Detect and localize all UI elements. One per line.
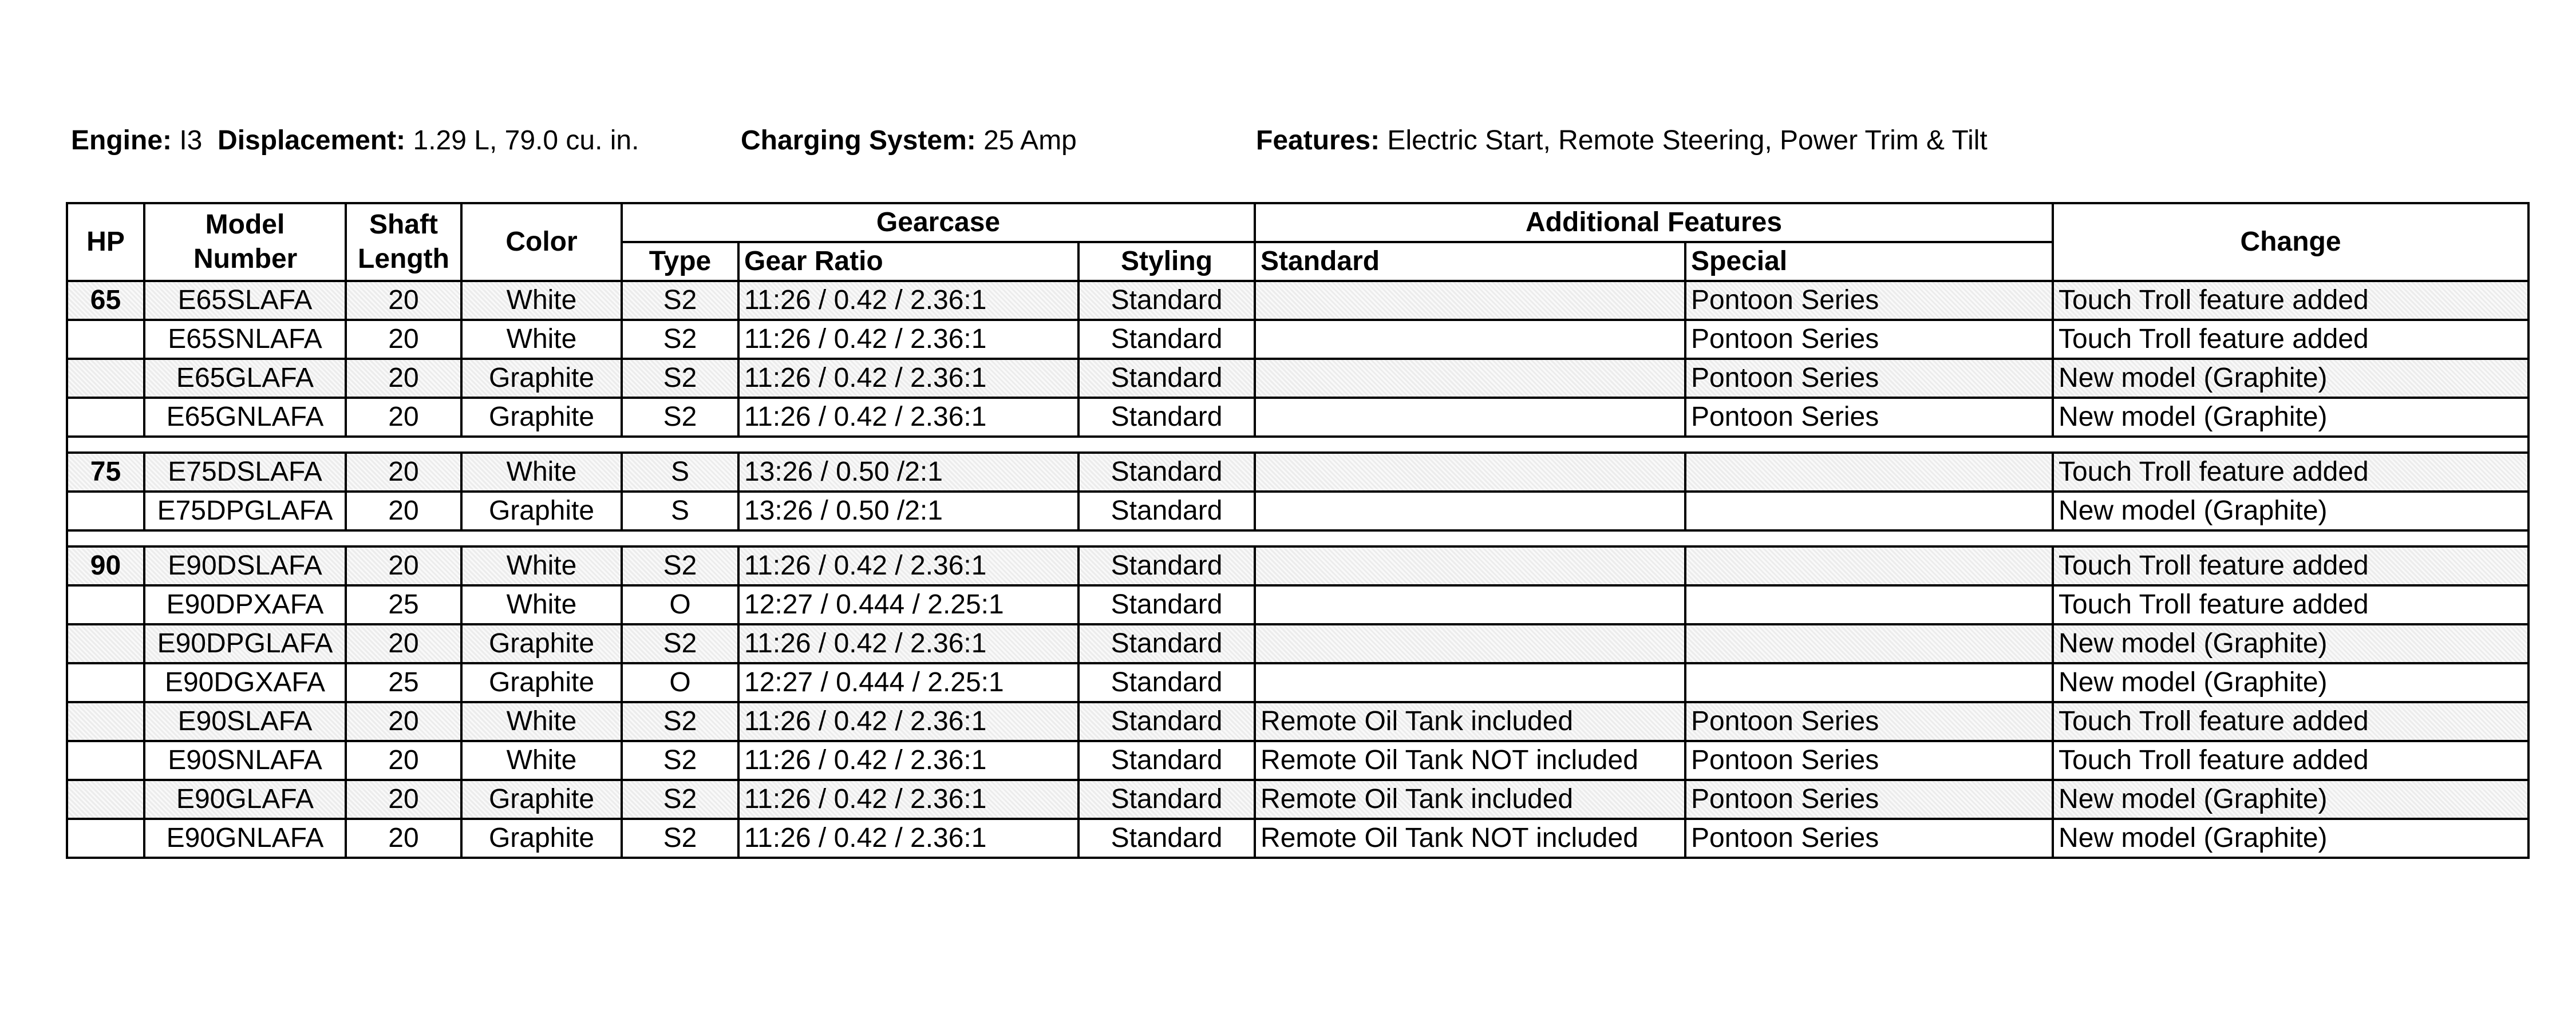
gear-ratio-cell: 11:26 / 0.42 / 2.36:1	[738, 320, 1078, 359]
shaft-length-cell: 20	[346, 398, 461, 437]
model-number-cell: E65GLAFA	[144, 359, 346, 398]
hp-cell	[67, 585, 144, 624]
separator-cell	[67, 530, 2528, 546]
gear-type-cell: S2	[622, 398, 738, 437]
color-cell: Graphite	[461, 663, 622, 702]
color-cell: Graphite	[461, 780, 622, 819]
change-cell: New model (Graphite)	[2053, 624, 2528, 663]
charging-spec	[741, 125, 1077, 156]
table-row	[67, 624, 2528, 663]
change-header: Change	[2053, 203, 2528, 281]
hp-cell: 90	[67, 546, 144, 585]
change-cell: New model (Graphite)	[2053, 398, 2528, 437]
type-header: Type	[622, 242, 738, 281]
styling-cell: Standard	[1078, 359, 1255, 398]
change-cell: New model (Graphite)	[2053, 819, 2528, 858]
hp-cell	[67, 624, 144, 663]
special-feature-cell: Pontoon Series	[1685, 398, 2053, 437]
hp-cell	[67, 780, 144, 819]
shaft-length-cell: 20	[346, 320, 461, 359]
special-feature-cell: Pontoon Series	[1685, 320, 2053, 359]
color-cell: Graphite	[461, 819, 622, 858]
gear-ratio-cell: 13:26 / 0.50 /2:1	[738, 492, 1078, 530]
group-separator	[67, 530, 2528, 546]
special-feature-cell: Pontoon Series	[1685, 780, 2053, 819]
table-row	[67, 819, 2528, 858]
hp-cell	[67, 359, 144, 398]
change-cell: Touch Troll feature added	[2053, 546, 2528, 585]
engine-spec	[71, 125, 639, 156]
engine-value: I3	[179, 125, 203, 156]
model-number-cell: E90SLAFA	[144, 702, 346, 741]
shaft-length-cell: 25	[346, 585, 461, 624]
standard-header: Standard	[1255, 242, 1685, 281]
gear-ratio-cell: 11:26 / 0.42 / 2.36:1	[738, 281, 1078, 320]
gear-type-cell: S2	[622, 320, 738, 359]
hp-cell	[67, 819, 144, 858]
color-cell: White	[461, 281, 622, 320]
shaft-length-cell: 20	[346, 453, 461, 492]
standard-feature-cell	[1255, 359, 1685, 398]
table-row	[67, 320, 2528, 359]
gear-type-cell: S2	[622, 702, 738, 741]
styling-cell: Standard	[1078, 819, 1255, 858]
styling-cell: Standard	[1078, 492, 1255, 530]
gear-ratio-cell: 12:27 / 0.444 / 2.25:1	[738, 663, 1078, 702]
styling-cell: Standard	[1078, 281, 1255, 320]
gear-ratio-cell: 11:26 / 0.42 / 2.36:1	[738, 398, 1078, 437]
standard-feature-cell	[1255, 492, 1685, 530]
table-body	[67, 281, 2528, 858]
model-number-cell: E90GNLAFA	[144, 819, 346, 858]
standard-feature-cell	[1255, 663, 1685, 702]
model-number-cell: E65SLAFA	[144, 281, 346, 320]
gear-type-cell: S2	[622, 281, 738, 320]
styling-cell: Standard	[1078, 663, 1255, 702]
special-feature-cell	[1685, 453, 2053, 492]
change-cell: New model (Graphite)	[2053, 492, 2528, 530]
styling-cell: Standard	[1078, 320, 1255, 359]
standard-feature-cell	[1255, 281, 1685, 320]
shaft-length-cell: 20	[346, 359, 461, 398]
table-row	[67, 585, 2528, 624]
shaft-length-header	[346, 203, 461, 281]
color-cell: Graphite	[461, 624, 622, 663]
table-row	[67, 398, 2528, 437]
shaft-length-cell: 20	[346, 492, 461, 530]
table-row	[67, 359, 2528, 398]
change-cell: Touch Troll feature added	[2053, 741, 2528, 780]
table-row	[67, 741, 2528, 780]
gear-type-cell: O	[622, 663, 738, 702]
styling-cell: Standard	[1078, 780, 1255, 819]
gear-ratio-cell: 11:26 / 0.42 / 2.36:1	[738, 780, 1078, 819]
shaft-length-cell: 20	[346, 741, 461, 780]
special-feature-cell	[1685, 546, 2053, 585]
hp-cell	[67, 492, 144, 530]
gear-ratio-cell: 11:26 / 0.42 / 2.36:1	[738, 359, 1078, 398]
gear-type-cell: S2	[622, 546, 738, 585]
model-number-cell: E90SNLAFA	[144, 741, 346, 780]
shaft-length-cell: 20	[346, 780, 461, 819]
gear-type-cell: S2	[622, 359, 738, 398]
gear-type-cell: S	[622, 453, 738, 492]
standard-feature-cell: Remote Oil Tank NOT included	[1255, 741, 1685, 780]
shaft-length-cell: 25	[346, 663, 461, 702]
change-cell: Touch Troll feature added	[2053, 453, 2528, 492]
model-number-header	[144, 203, 346, 281]
standard-feature-cell	[1255, 320, 1685, 359]
standard-feature-cell	[1255, 624, 1685, 663]
table-row	[67, 702, 2528, 741]
table-row	[67, 492, 2528, 530]
special-feature-cell: Pontoon Series	[1685, 741, 2053, 780]
special-feature-cell: Pontoon Series	[1685, 819, 2053, 858]
gear-ratio-cell: 11:26 / 0.42 / 2.36:1	[738, 819, 1078, 858]
color-cell: White	[461, 741, 622, 780]
color-cell: White	[461, 453, 622, 492]
model-number-cell: E90DPXAFA	[144, 585, 346, 624]
change-cell: Touch Troll feature added	[2053, 281, 2528, 320]
shaft-length-cell: 20	[346, 819, 461, 858]
change-cell: New model (Graphite)	[2053, 359, 2528, 398]
color-cell: Graphite	[461, 359, 622, 398]
standard-feature-cell: Remote Oil Tank included	[1255, 780, 1685, 819]
change-cell: New model (Graphite)	[2053, 663, 2528, 702]
table-row	[67, 780, 2528, 819]
table-row	[67, 663, 2528, 702]
gear-type-cell: S2	[622, 819, 738, 858]
hp-cell	[67, 702, 144, 741]
special-feature-cell	[1685, 663, 2053, 702]
color-cell: Graphite	[461, 398, 622, 437]
color-cell: White	[461, 320, 622, 359]
gear-ratio-cell: 11:26 / 0.42 / 2.36:1	[738, 546, 1078, 585]
special-header: Special	[1685, 242, 2053, 281]
styling-cell: Standard	[1078, 453, 1255, 492]
standard-feature-cell	[1255, 398, 1685, 437]
group-separator	[67, 437, 2528, 453]
styling-cell: Standard	[1078, 702, 1255, 741]
features-value: Electric Start, Remote Steering, Power Trim & Tilt	[1387, 125, 1988, 156]
model-number-cell: E65SNLAFA	[144, 320, 346, 359]
model-number-cell: E65GNLAFA	[144, 398, 346, 437]
standard-feature-cell: Remote Oil Tank included	[1255, 702, 1685, 741]
gear-ratio-cell: 11:26 / 0.42 / 2.36:1	[738, 741, 1078, 780]
gear-ratio-cell: 13:26 / 0.50 /2:1	[738, 453, 1078, 492]
table-row	[67, 281, 2528, 320]
charging-label: Charging System:	[741, 125, 976, 156]
color-header: Color	[461, 203, 622, 281]
standard-feature-cell	[1255, 453, 1685, 492]
additional-features-header: Additional Features	[1255, 203, 2053, 242]
engine-label: Engine:	[71, 125, 172, 156]
standard-feature-cell: Remote Oil Tank NOT included	[1255, 819, 1685, 858]
gear-type-cell: S2	[622, 624, 738, 663]
change-cell: Touch Troll feature added	[2053, 320, 2528, 359]
styling-header: Styling	[1078, 242, 1255, 281]
styling-cell: Standard	[1078, 585, 1255, 624]
special-feature-cell	[1685, 624, 2053, 663]
displacement-label: Displacement:	[218, 125, 406, 156]
displacement-value: 1.29 L, 79.0 cu. in.	[413, 125, 639, 156]
change-cell: Touch Troll feature added	[2053, 585, 2528, 624]
gearcase-header: Gearcase	[622, 203, 1255, 242]
charging-value: 25 Amp	[983, 125, 1077, 156]
hp-header: HP	[67, 203, 144, 281]
color-cell: White	[461, 702, 622, 741]
styling-cell: Standard	[1078, 741, 1255, 780]
shaft-length-header-text: Shaft Length	[358, 209, 449, 274]
shaft-length-cell: 20	[346, 624, 461, 663]
features-spec	[1256, 125, 1988, 156]
table-row	[67, 453, 2528, 492]
special-feature-cell	[1685, 585, 2053, 624]
separator-cell	[67, 437, 2528, 453]
hp-cell: 65	[67, 281, 144, 320]
model-number-header-text: Model Number	[193, 209, 298, 274]
model-number-cell: E75DSLAFA	[144, 453, 346, 492]
model-number-cell: E90DPGLAFA	[144, 624, 346, 663]
shaft-length-cell: 20	[346, 702, 461, 741]
color-cell: White	[461, 585, 622, 624]
model-number-cell: E90GLAFA	[144, 780, 346, 819]
styling-cell: Standard	[1078, 398, 1255, 437]
gear-ratio-cell: 11:26 / 0.42 / 2.36:1	[738, 624, 1078, 663]
gear-type-cell: S2	[622, 780, 738, 819]
hp-cell: 75	[67, 453, 144, 492]
hp-cell	[67, 741, 144, 780]
standard-feature-cell	[1255, 585, 1685, 624]
model-number-cell: E75DPGLAFA	[144, 492, 346, 530]
shaft-length-cell: 20	[346, 546, 461, 585]
color-cell: Graphite	[461, 492, 622, 530]
gear-type-cell: S	[622, 492, 738, 530]
standard-feature-cell	[1255, 546, 1685, 585]
color-cell: White	[461, 546, 622, 585]
styling-cell: Standard	[1078, 624, 1255, 663]
special-feature-cell: Pontoon Series	[1685, 359, 2053, 398]
hp-cell	[67, 320, 144, 359]
gear-type-cell: O	[622, 585, 738, 624]
table-header	[67, 203, 2528, 281]
table-row	[67, 546, 2528, 585]
model-number-cell: E90DSLAFA	[144, 546, 346, 585]
change-cell: Touch Troll feature added	[2053, 702, 2528, 741]
special-feature-cell: Pontoon Series	[1685, 281, 2053, 320]
hp-cell	[67, 663, 144, 702]
special-feature-cell	[1685, 492, 2053, 530]
change-cell: New model (Graphite)	[2053, 780, 2528, 819]
shaft-length-cell: 20	[346, 281, 461, 320]
model-table	[66, 202, 2530, 859]
hp-cell	[67, 398, 144, 437]
gear-type-cell: S2	[622, 741, 738, 780]
styling-cell: Standard	[1078, 546, 1255, 585]
gear-ratio-header: Gear Ratio	[738, 242, 1078, 281]
gear-ratio-cell: 11:26 / 0.42 / 2.36:1	[738, 702, 1078, 741]
gear-ratio-cell: 12:27 / 0.444 / 2.25:1	[738, 585, 1078, 624]
model-number-cell: E90DGXAFA	[144, 663, 346, 702]
features-label: Features:	[1256, 125, 1380, 156]
special-feature-cell: Pontoon Series	[1685, 702, 2053, 741]
